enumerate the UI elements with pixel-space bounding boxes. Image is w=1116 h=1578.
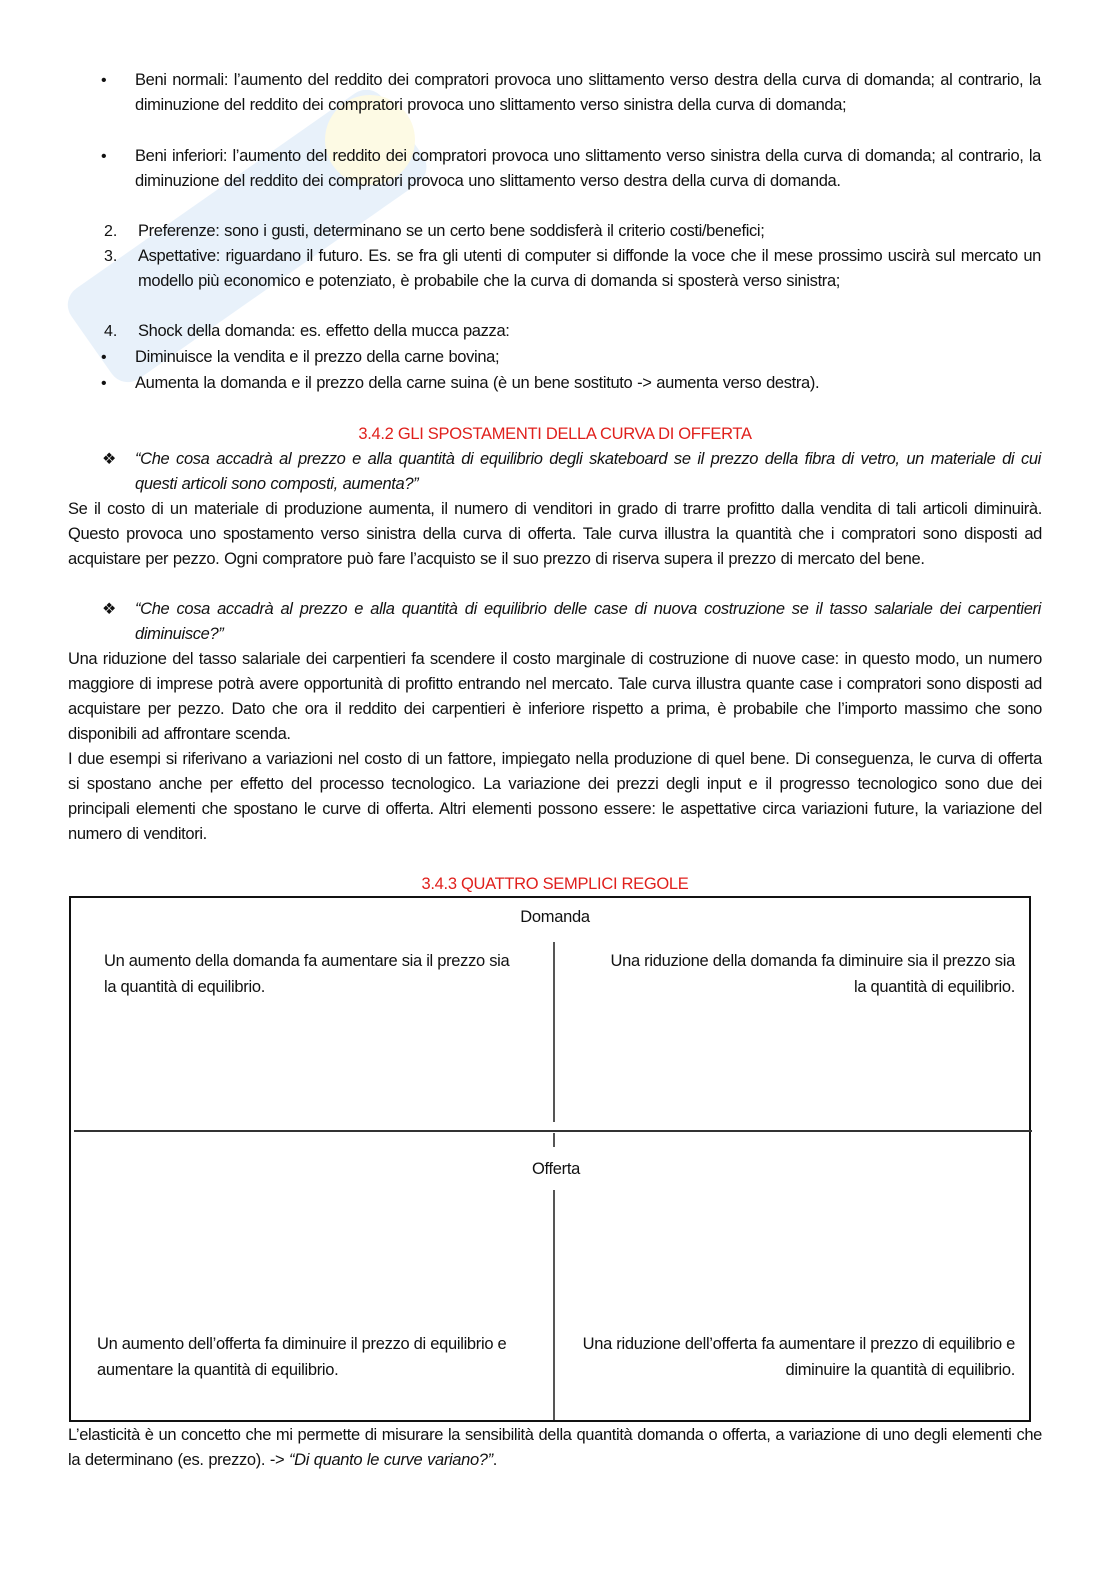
diamond-bullet-icon: ❖: [102, 601, 117, 618]
table-divider-vertical: [553, 1190, 555, 1420]
paragraph-1: Se il costo di un materiale di produzione aumenta, il numero di venditori in grado di trarre profitto dalla vendita di tali articoli diminuirà. Questo provoca uno spostamento verso sinistra della curva di offerta. Tale curva illustra la quantità che i compratori sono disposti ad acquistare per pezzo. Ogni compratore può fare l’acquisto se il suo prezzo di riserva supera il prezzo di mercato del bene.: [68, 500, 1042, 568]
question-1: “Che cosa accadrà al prezzo e alla quantità di equilibrio degli skateboard se il prezzo della fibra di vetro, un materiale di cui questi articoli sono composti, aumenta?”: [135, 450, 1041, 493]
supply-label: Offerta: [531, 1160, 581, 1178]
bullet-marker: •: [101, 349, 107, 366]
list-item: Aumenta la domanda e il prezzo della carne suina (è un bene sostituto -> aumenta verso destra).: [135, 374, 820, 392]
diamond-bullet-icon: ❖: [102, 451, 117, 468]
list-item: Preferenze: sono i gusti, determinano se un certo bene soddisferà il criterio costi/benefici;: [138, 222, 765, 240]
rule-cell-supply-decrease: Una riduzione dell’offerta fa aumentare il prezzo di equilibrio e diminuire la quantità di equilibrio.: [582, 1335, 1015, 1379]
closing-text: L’elasticità è un concetto che mi permette di misurare la sensibilità della quantità domanda o offerta, a variazione di uno degli elementi che la determinano (es. prezzo). ->: [68, 1426, 1042, 1469]
closing-quote: “Di quanto le curve variano?”: [289, 1451, 493, 1469]
list-item: Diminuisce la vendita e il prezzo della carne bovina;: [135, 348, 500, 366]
table-divider-vertical: [553, 942, 555, 1122]
bullet-marker: •: [101, 148, 107, 165]
bullet-marker: •: [101, 72, 107, 89]
list-number: 3.: [104, 248, 118, 265]
section-heading-343: 3.4.3 QUATTRO SEMPLICI REGOLE: [421, 875, 689, 893]
question-2: “Che cosa accadrà al prezzo e alla quantità di equilibrio delle case di nuova costruzione se il tasso salariale dei carpentieri diminuisce?”: [135, 600, 1041, 643]
list-number: 4.: [104, 323, 118, 340]
closing-paragraph: [68, 1423, 1042, 1473]
list-item: Aspettative: riguardano il futuro. Es. se fra gli utenti di computer si diffonde la voce che il mese prossimo uscirà sul mercato un modello più economico e potenziato, è probabile che la curva di domanda si sposterà verso sinistra;: [138, 247, 1041, 290]
bullet-marker: •: [101, 375, 107, 392]
table-divider-horizontal: [74, 1130, 1032, 1132]
paragraph-3: I due esempi si riferivano a variazioni nel costo di un fattore, impiegato nella produzione di quel bene. Di conseguenza, le curva di offerta si spostano anche per effetto del processo tecnologico. La variazione dei prezzi degli input e il progresso tecnologico sono due dei principali elementi che spostano le curve di offerta. Altri elementi possono essere: le aspettative circa variazioni future, la variazione del numero di venditori.: [68, 750, 1042, 843]
table-divider-vertical: [553, 1133, 555, 1147]
list-number: 2.: [104, 223, 118, 240]
rule-cell-supply-increase: Un aumento dell’offerta fa diminuire il prezzo di equilibrio e aumentare la quantità di equilibrio.: [97, 1335, 507, 1379]
paragraph-2: Una riduzione del tasso salariale dei carpentieri fa scendere il costo marginale di costruzione di nuove case: in questo modo, un numero maggiore di imprese potrà avere opportunità di profitto entrando nel mercato. Tale curva illustra quante case i compratori sono disposti ad acquistare per pezzo. Dato che ora il reddito dei carpentieri è inferiore rispetto a prima, è probabile che l’importo massimo che sono disponibili ad affrontare scenda.: [68, 650, 1042, 743]
list-item: Beni normali: l’aumento del reddito dei compratori provoca uno slittamento verso destra della curva di domanda; al contrario, la diminuzione del reddito dei compratori provoca uno slittamento verso sinistra della curva di domanda;: [135, 71, 1041, 114]
list-item: Shock della domanda: es. effetto della mucca pazza:: [138, 322, 510, 340]
closing-end: .: [492, 1451, 497, 1469]
demand-label: Domanda: [520, 908, 590, 926]
rule-cell-demand-increase: Un aumento della domanda fa aumentare sia il prezzo sia la quantità di equilibrio.: [104, 952, 510, 996]
section-heading-342: 3.4.2 GLI SPOSTAMENTI DELLA CURVA DI OFFERTA: [358, 425, 752, 443]
rule-cell-demand-decrease: Una riduzione della domanda fa diminuire sia il prezzo sia la quantità di equilibrio.: [610, 952, 1015, 996]
list-item: Beni inferiori: l’aumento del reddito dei compratori provoca uno slittamento verso sinistra della curva di domanda; al contrario, la diminuzione del reddito dei compratori provoca uno slittamento verso destra della curva di domanda.: [135, 147, 1041, 190]
